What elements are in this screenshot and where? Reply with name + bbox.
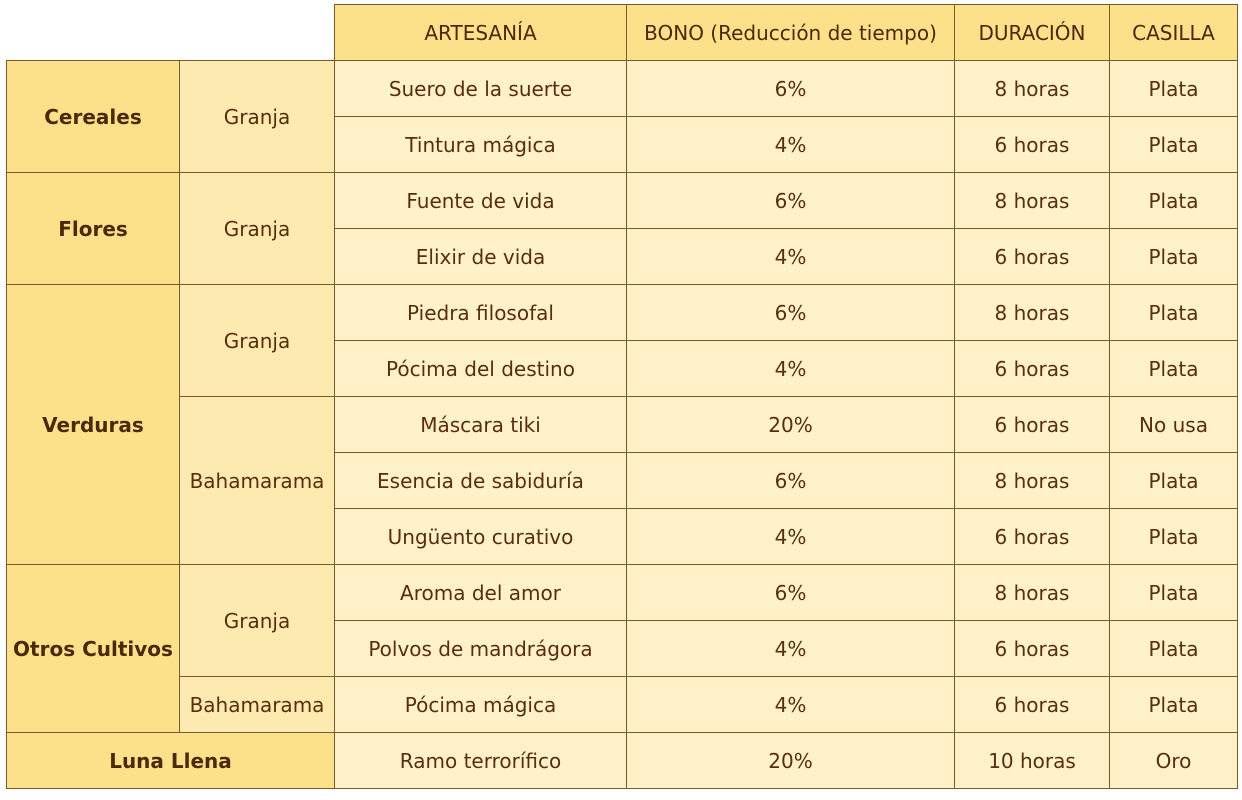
header-artesania: ARTESANÍA [335, 5, 627, 61]
duration-cell: 8 horas [955, 285, 1110, 341]
duration-cell: 8 horas [955, 453, 1110, 509]
item-cell: Suero de la suerte [335, 61, 627, 117]
item-cell: Esencia de sabiduría [335, 453, 627, 509]
slot-cell: Plata [1110, 173, 1238, 229]
item-cell: Piedra filosofal [335, 285, 627, 341]
slot-cell: Plata [1110, 677, 1238, 733]
item-cell: Fuente de vida [335, 173, 627, 229]
bonus-cell: 20% [627, 733, 955, 789]
slot-cell: Oro [1110, 733, 1238, 789]
item-cell: Elixir de vida [335, 229, 627, 285]
category-cell: Cereales [7, 61, 180, 173]
item-cell: Ungüento curativo [335, 509, 627, 565]
table-row [7, 397, 1238, 453]
category-cell: Flores [7, 173, 180, 285]
slot-cell: Plata [1110, 565, 1238, 621]
duration-cell: 8 horas [955, 173, 1110, 229]
slot-cell: Plata [1110, 453, 1238, 509]
bonus-cell: 20% [627, 397, 955, 453]
bonus-cell: 4% [627, 229, 955, 285]
bonus-cell: 6% [627, 61, 955, 117]
slot-cell: Plata [1110, 61, 1238, 117]
item-cell: Tintura mágica [335, 117, 627, 173]
duration-cell: 6 horas [955, 397, 1110, 453]
slot-cell: Plata [1110, 117, 1238, 173]
crafting-bonus-table [6, 4, 1238, 789]
slot-cell: Plata [1110, 341, 1238, 397]
bonus-cell: 6% [627, 173, 955, 229]
duration-cell: 6 horas [955, 509, 1110, 565]
empty-corner [7, 5, 335, 61]
category-cell: Luna Llena [7, 733, 335, 789]
header-casilla: CASILLA [1110, 5, 1238, 61]
bonus-cell: 4% [627, 117, 955, 173]
slot-cell: No usa [1110, 397, 1238, 453]
duration-cell: 6 horas [955, 677, 1110, 733]
table-row [7, 677, 1238, 733]
slot-cell: Plata [1110, 509, 1238, 565]
slot-cell: Plata [1110, 285, 1238, 341]
duration-cell: 6 horas [955, 229, 1110, 285]
location-cell: Granja [180, 61, 335, 173]
item-cell: Aroma del amor [335, 565, 627, 621]
category-cell: Verduras [7, 285, 180, 565]
location-cell: Granja [180, 285, 335, 397]
duration-cell: 6 horas [955, 117, 1110, 173]
header-duracion: DURACIÓN [955, 5, 1110, 61]
bonus-cell: 6% [627, 453, 955, 509]
location-cell: Bahamarama [180, 677, 335, 733]
bonus-cell: 4% [627, 621, 955, 677]
location-cell: Granja [180, 565, 335, 677]
duration-cell: 10 horas [955, 733, 1110, 789]
duration-cell: 6 horas [955, 621, 1110, 677]
slot-cell: Plata [1110, 621, 1238, 677]
table-row [7, 61, 1238, 117]
bonus-cell: 4% [627, 509, 955, 565]
slot-cell: Plata [1110, 229, 1238, 285]
item-cell: Ramo terrorífico [335, 733, 627, 789]
header-row [7, 5, 1238, 61]
item-cell: Pócima del destino [335, 341, 627, 397]
duration-cell: 8 horas [955, 565, 1110, 621]
category-cell: Otros Cultivos [7, 565, 180, 733]
duration-cell: 8 horas [955, 61, 1110, 117]
location-cell: Granja [180, 173, 335, 285]
bonus-cell: 4% [627, 341, 955, 397]
item-cell: Polvos de mandrágora [335, 621, 627, 677]
table-row [7, 733, 1238, 789]
table-row [7, 565, 1238, 621]
table-row [7, 173, 1238, 229]
header-bono: BONO (Reducción de tiempo) [627, 5, 955, 61]
duration-cell: 6 horas [955, 341, 1110, 397]
item-cell: Máscara tiki [335, 397, 627, 453]
table-row [7, 285, 1238, 341]
bonus-cell: 6% [627, 565, 955, 621]
bonus-cell: 6% [627, 285, 955, 341]
bonus-cell: 4% [627, 677, 955, 733]
item-cell: Pócima mágica [335, 677, 627, 733]
location-cell: Bahamarama [180, 397, 335, 565]
